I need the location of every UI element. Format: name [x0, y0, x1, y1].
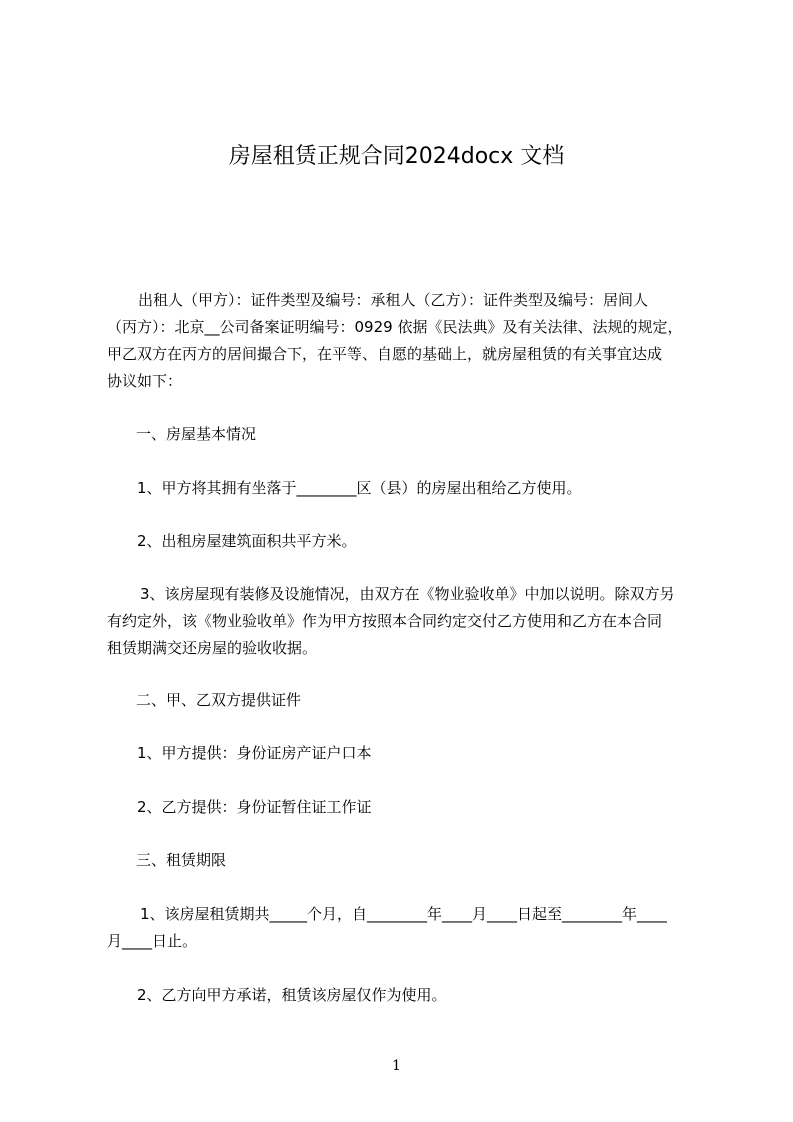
- section-2-item-1: 1、甲方提供：身份证房产证户口本: [137, 744, 372, 762]
- section-3-item-1-line-2: 月____日止。: [107, 932, 198, 950]
- section-1-item-2: 2、出租房屋建筑面积共平方米。: [137, 532, 357, 550]
- document-title: 房屋租赁正规合同2024docx 文档: [228, 144, 565, 169]
- intro-line-3: 甲乙双方在丙方的居间撮合下，在平等、自愿的基础上，就房屋租赁的有关事宜达成: [107, 345, 663, 363]
- section-1-item-3-line-2: 有约定外，该《物业验收单》作为甲方按照本合同约定交付乙方使用和乙方在本合同: [107, 612, 663, 630]
- intro-line-2: （丙方）：北京__公司备案证明编号：0929 依据《民法典》及有关法律、法规的规定，: [107, 318, 683, 336]
- section-1-item-1: 1、甲方将其拥有坐落于________区（县）的房屋出租给乙方使用。: [137, 479, 582, 497]
- section-3-heading: 三、租赁期限: [136, 851, 227, 869]
- section-3-item-2: 2、乙方向甲方承诺，租赁该房屋仅作为使用。: [137, 986, 447, 1004]
- section-3-item-1-line-1: 1、该房屋租赁期共_____个月，自________年____月____日起至________年____: [140, 905, 668, 923]
- section-1-item-3-line-1: 3、该房屋现有装修及设施情况，由双方在《物业验收单》中加以说明。除双方另: [140, 585, 675, 603]
- section-1-item-3-line-3: 租赁期满交还房屋的验收收据。: [107, 639, 318, 657]
- page-number: 1: [392, 1058, 401, 1074]
- intro-line-1: 出租人（甲方）：证件类型及编号：承租人（乙方）：证件类型及编号：居间人: [138, 291, 649, 309]
- intro-line-4: 协议如下：: [107, 372, 183, 390]
- section-1-heading: 一、房屋基本情况: [136, 425, 257, 443]
- section-2-item-2: 2、乙方提供：身份证暂住证工作证: [137, 798, 372, 816]
- section-2-heading: 二、甲、乙双方提供证件: [136, 691, 302, 709]
